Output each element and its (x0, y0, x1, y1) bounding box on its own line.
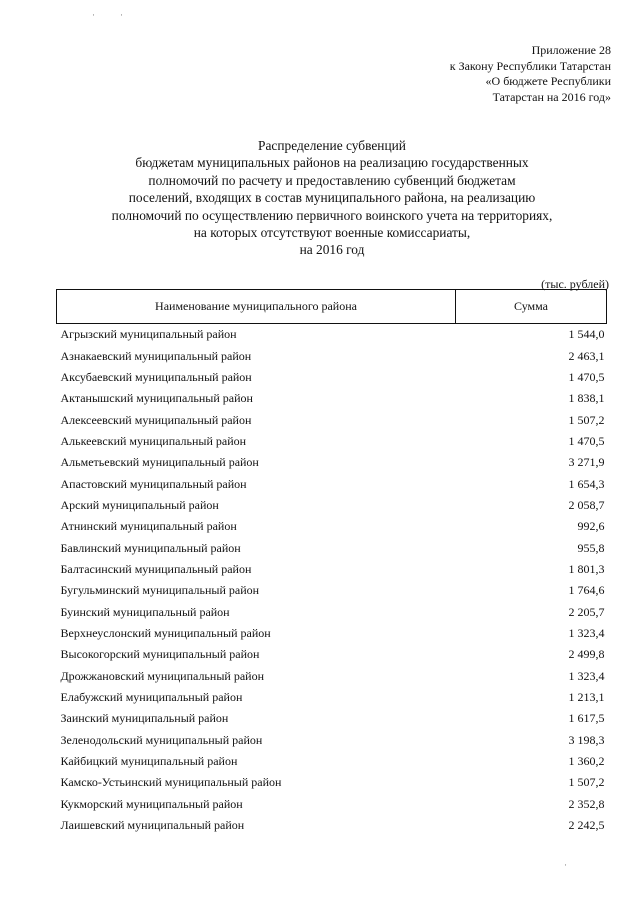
district-name: Елабужский муниципальный район (60, 690, 243, 705)
table-row (57, 324, 607, 346)
table-row (57, 772, 607, 793)
district-sum: 1 544,0 (568, 327, 605, 342)
table-row (57, 687, 607, 708)
table-row (57, 431, 607, 452)
table-row (57, 751, 607, 772)
district-name: Балтасинский муниципальный район (60, 561, 252, 576)
district-sum: 2 205,7 (568, 604, 605, 619)
district-name: Агрызский муниципальный район (60, 327, 237, 342)
district-sum: 992,6 (577, 519, 605, 534)
district-sum: 2 463,1 (568, 348, 605, 363)
district-sum: 2 242,5 (568, 818, 605, 833)
district-name: Кайбицкий муниципальный район (60, 754, 238, 769)
district-sum: 1 801,3 (568, 561, 605, 576)
table-row (57, 452, 607, 473)
district-sum: 1 764,6 (568, 583, 605, 598)
district-name: Верхнеуслонский муниципальный район (60, 625, 271, 640)
scan-mark: · (92, 10, 95, 20)
title-line: на которых отсутствуют военные комиссариаты, (193, 225, 471, 241)
district-name: Зеленодольский муниципальный район (60, 732, 263, 747)
title-line: полномочий по осуществлению первичного воинского учета на территориях, (111, 207, 553, 223)
table-body (57, 324, 607, 837)
table-row (57, 409, 607, 430)
district-name: Высокогорский муниципальный район (60, 647, 260, 662)
units-label: (тыс. рублей) (541, 277, 609, 291)
district-name: Бавлинский муниципальный район (60, 540, 241, 555)
district-name: Атнинский муниципальный район (60, 519, 237, 534)
table-row (57, 473, 607, 494)
table-row (57, 708, 607, 729)
scan-mark: · (120, 10, 123, 20)
table-row (57, 367, 607, 388)
district-sum: 2 499,8 (568, 647, 605, 662)
district-name: Апастовский муниципальный район (60, 476, 247, 491)
title-line: полномочий по расчету и предоставлению субвенций бюджетам (148, 172, 516, 188)
district-name: Алькеевский муниципальный район (60, 433, 247, 448)
district-name: Камско-Устьинский муниципальный район (60, 775, 282, 790)
table-row (57, 388, 607, 409)
column-header-name: Наименование муниципального района (57, 290, 456, 324)
annex-header (450, 43, 611, 105)
district-sum: 955,8 (577, 540, 605, 555)
district-sum: 1 838,1 (568, 391, 605, 406)
district-sum: 1 323,4 (568, 668, 605, 683)
district-sum: 3 198,3 (568, 732, 605, 747)
district-name: Алексеевский муниципальный район (60, 412, 252, 427)
district-name: Арский муниципальный район (60, 497, 219, 512)
table-row (57, 537, 607, 558)
district-name: Кукморский муниципальный район (60, 796, 243, 811)
district-sum: 3 271,9 (568, 455, 605, 470)
annex-line: Татарстан на 2016 год» (492, 89, 611, 104)
table-row (57, 644, 607, 665)
district-sum: 1 617,5 (568, 711, 605, 726)
district-sum: 1 470,5 (568, 433, 605, 448)
district-name: Актанышский муниципальный район (60, 391, 253, 406)
district-name: Заинский муниципальный район (60, 711, 229, 726)
table-row (57, 559, 607, 580)
table-row (57, 623, 607, 644)
table-row (57, 601, 607, 622)
table-row (57, 516, 607, 537)
table-row (57, 730, 607, 751)
district-name: Дрожжановский муниципальный район (60, 668, 264, 683)
district-name: Лаишевский муниципальный район (60, 818, 245, 833)
district-sum: 1 360,2 (568, 754, 605, 769)
district-sum: 2 058,7 (568, 497, 605, 512)
document-title (62, 137, 602, 259)
district-name: Аксубаевский муниципальный район (60, 369, 252, 384)
district-name: Азнакаевский муниципальный район (60, 348, 252, 363)
annex-line: Приложение 28 (531, 43, 611, 57)
district-name: Буинский муниципальный район (60, 604, 230, 619)
district-sum: 1 507,2 (568, 775, 605, 790)
district-sum: 1 507,2 (568, 412, 605, 427)
district-sum: 1 470,5 (568, 369, 605, 384)
district-name: Бугульминский муниципальный район (60, 583, 260, 598)
district-sum: 1 654,3 (568, 476, 605, 491)
district-sum: 1 213,1 (568, 690, 605, 705)
table-row (57, 666, 607, 687)
subvention-table (56, 289, 607, 836)
title-line: бюджетам муниципальных районов на реализацию государственных (135, 155, 529, 171)
title-line: Распределение субвенций (258, 138, 406, 153)
district-sum: 2 352,8 (568, 796, 605, 811)
table-row (57, 580, 607, 601)
table-row (57, 794, 607, 815)
scan-mark: · (564, 860, 567, 870)
table-row (57, 345, 607, 366)
table-header-row (57, 290, 607, 324)
column-header-sum: Сумма (456, 290, 607, 324)
district-sum: 1 323,4 (568, 625, 605, 640)
table-row (57, 495, 607, 516)
title-line: на 2016 год (299, 242, 365, 258)
district-name: Альметьевский муниципальный район (60, 455, 259, 470)
title-line: поселений, входящих в состав муниципального района, на реализацию (128, 190, 536, 206)
table-row (57, 815, 607, 836)
annex-line: к Закону Республики Татарстан (449, 58, 611, 73)
annex-line: «О бюджете Республики (485, 74, 611, 88)
